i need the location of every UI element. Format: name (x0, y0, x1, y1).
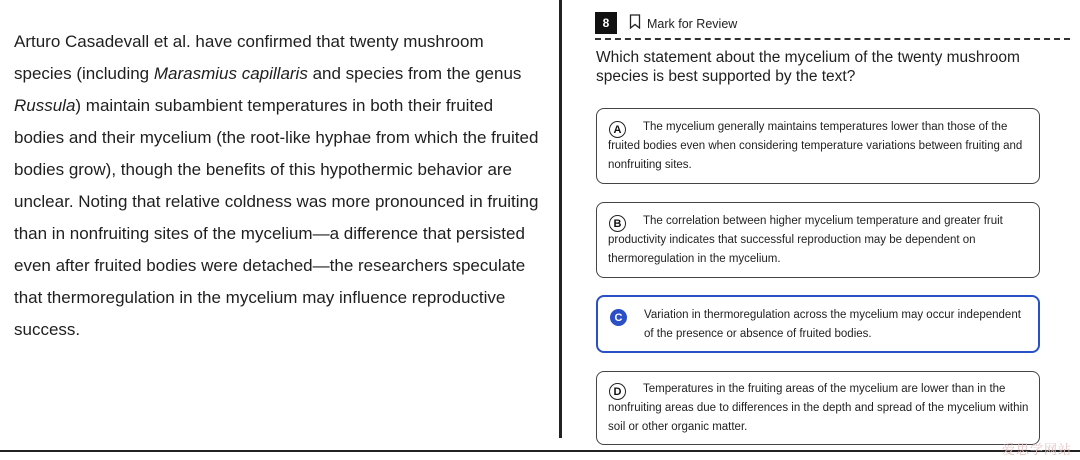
passage-italic-genus: Russula (14, 96, 76, 115)
passage-text-part-2: and species from the genus (307, 64, 522, 83)
watermark: 爱思学网站 (1001, 442, 1072, 457)
answer-option-d[interactable] (596, 371, 1040, 445)
passage-text-part-3: ) maintain subambient temperatures in both their fruited bodies and their mycelium (the root-like hyphae from which the fruited bodies grow), though the benefits of this hypothermic behavior are unclear. Noting that relative coldness was more pronounced in fruiting than in nonfruiting sites of the mycelium—a difference that persisted even after fruited bodies were detached—the researchers speculate that thermoregulation in the mycelium may influence reproductive success. (14, 96, 539, 339)
option-text-d: Temperatures in the fruiting areas of the mycelium are lower than in the nonfruiting areas due to differences in the depth and spread of the mycelium within soil or other organic matter. (608, 383, 1029, 433)
pane-divider[interactable] (559, 0, 562, 438)
option-letter-c: C (610, 309, 627, 326)
question-stem: Which statement about the mycelium of the twenty mushroom species is best supported by the text? (596, 49, 1020, 85)
answer-option-b[interactable] (596, 202, 1040, 278)
passage-text-part-1: Arturo Casadevall et al. have confirmed that twenty mushroom species (including (14, 32, 484, 83)
option-letter-d: D (609, 383, 626, 400)
question-number: 8 (595, 12, 617, 34)
passage-italic-species: Marasmius capillaris (153, 64, 308, 83)
bottom-divider (0, 450, 1080, 452)
option-letter-b: B (609, 215, 626, 232)
answer-option-a[interactable] (596, 108, 1040, 184)
option-letter-a: A (609, 121, 626, 138)
passage (14, 26, 544, 346)
passage-text (14, 26, 544, 346)
option-text-c: Variation in thermoregulation across the mycelium may occur independent of the presence or absence of fruited bodies. (644, 309, 1021, 340)
question-header (595, 12, 1070, 40)
bookmark-icon[interactable] (629, 14, 641, 29)
option-text-b: The correlation between higher mycelium temperature and greater fruit productivity indicates that successful reproduction may be dependent on thermoregulation in the mycelium. (608, 215, 1003, 265)
mark-for-review-label[interactable]: Mark for Review (647, 17, 738, 31)
answer-option-c[interactable] (596, 295, 1040, 353)
option-text-a: The mycelium generally maintains temperatures lower than those of the fruited bodies even when considering temperature variations between fruiting and nonfruiting sites. (608, 121, 1023, 171)
